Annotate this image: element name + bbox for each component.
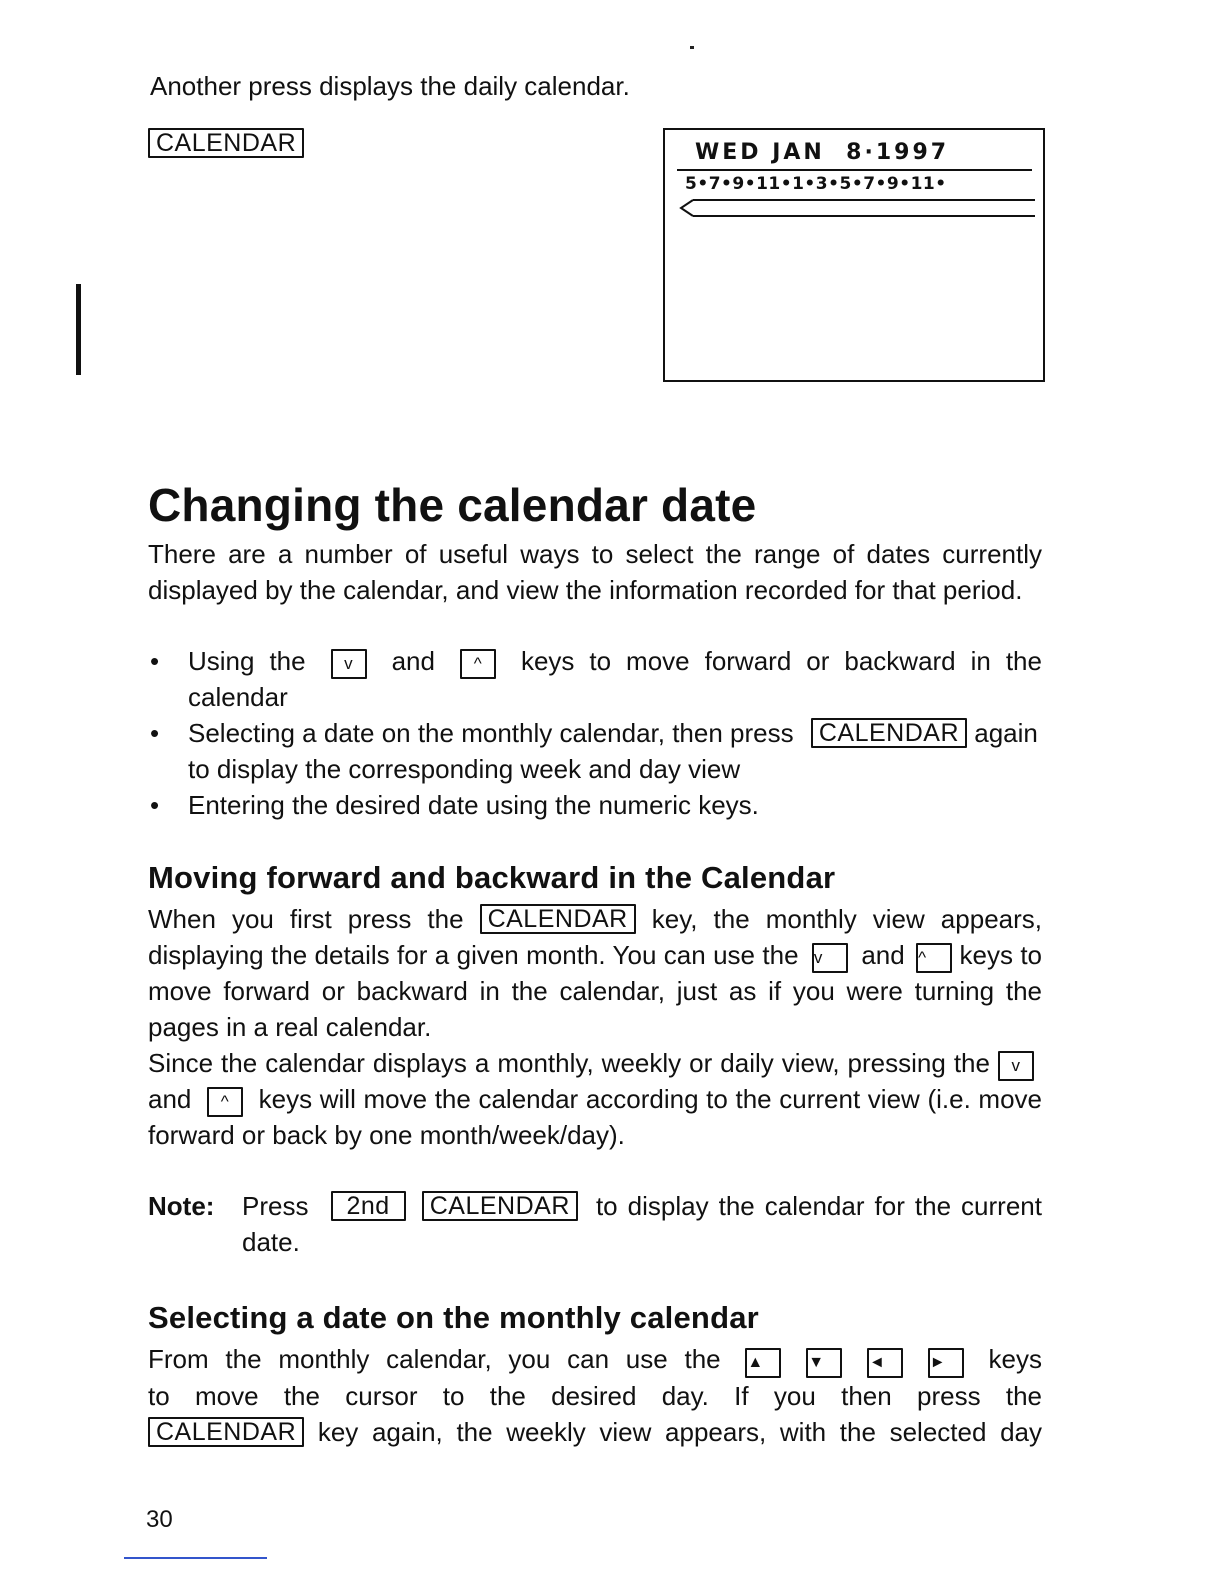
section-title-changing-date: Changing the calendar date (148, 479, 757, 531)
lcd-daily-view (663, 128, 1045, 382)
cursor-down-key: ▼ (806, 1348, 842, 1378)
page-number: 30 (146, 1506, 173, 1533)
list-item: • Entering the desired date using the numeric keys. (148, 787, 1042, 823)
lcd-time-bar (679, 196, 1035, 222)
calendar-key-example (148, 128, 304, 158)
calendar-key: CALENDAR (148, 1417, 304, 1447)
down-key: v (812, 943, 848, 973)
section3-line3: CALENDAR key again, the weekly view appears, with the selected day (148, 1414, 1042, 1450)
cursor-right-key: ► (928, 1348, 964, 1378)
lcd-date-line: WED JAN 8·1997 (695, 140, 950, 165)
change-bar (76, 284, 81, 375)
intro-text: Another press displays the daily calendar. (150, 71, 630, 101)
date-methods-list (148, 643, 1042, 823)
footer-rule (124, 1557, 267, 1559)
calendar-key: CALENDAR (480, 904, 636, 934)
up-key: ^ (916, 943, 952, 973)
section-title-selecting: Selecting a date on the monthly calendar (148, 1300, 759, 1335)
down-key: v (331, 649, 367, 679)
note-label: Note: (148, 1191, 215, 1221)
calendar-key: CALENDAR (422, 1191, 578, 1221)
section3-body (148, 1341, 1042, 1450)
up-key: ^ (207, 1087, 243, 1117)
section2-para1-line2: displaying the details for a given month. You can use the v and ^ keys to move forward or backward in the calendar, just as if you were turning the pages in a real calendar. (148, 940, 1043, 1042)
second-key: 2nd (331, 1191, 406, 1221)
section1-intro: There are a number of useful ways to select the range of dates currently displayed by the calendar, and view the information recorded for that period. (148, 539, 1042, 605)
section2-para1-line1: When you first press the CALENDAR key, the monthly view appears, (148, 904, 1042, 934)
lcd-date-underline (677, 169, 1032, 171)
section2-para2: Since the calendar displays a monthly, weekly or daily view, pressing the v and ^ keys will move the calendar according to the current view (i.e. move forward or back by one month/week/day). (148, 1048, 1042, 1150)
section3-line2: to move the cursor to the desired day. If you then press the (148, 1381, 1042, 1411)
down-key: v (998, 1051, 1034, 1081)
list-item: • Selecting a date on the monthly calendar, then press CALENDAR again to display the corresponding week and day view (148, 715, 1042, 787)
cursor-left-key: ◄ (867, 1348, 903, 1378)
list-item: • Using the v and ^ keys to move forward or backward in the calendar (148, 643, 1042, 715)
section2-body (148, 901, 1042, 1153)
lcd-hours-line: 5•7•9•11•1•3•5•7•9•11• (685, 174, 947, 194)
calendar-key: CALENDAR (148, 128, 304, 158)
note-text: Press 2nd CALENDAR to display the calendar for the current date. (242, 1191, 1042, 1257)
calendar-key: CALENDAR (811, 718, 967, 748)
cursor-up-key: ▲ (745, 1348, 781, 1378)
section-title-moving: Moving forward and backward in the Calendar (148, 860, 836, 895)
up-key: ^ (460, 649, 496, 679)
scan-mark (690, 46, 694, 49)
section3-line1: From the monthly calendar, you can use the ▲ ▼ ◄ ► keys (148, 1341, 1042, 1378)
